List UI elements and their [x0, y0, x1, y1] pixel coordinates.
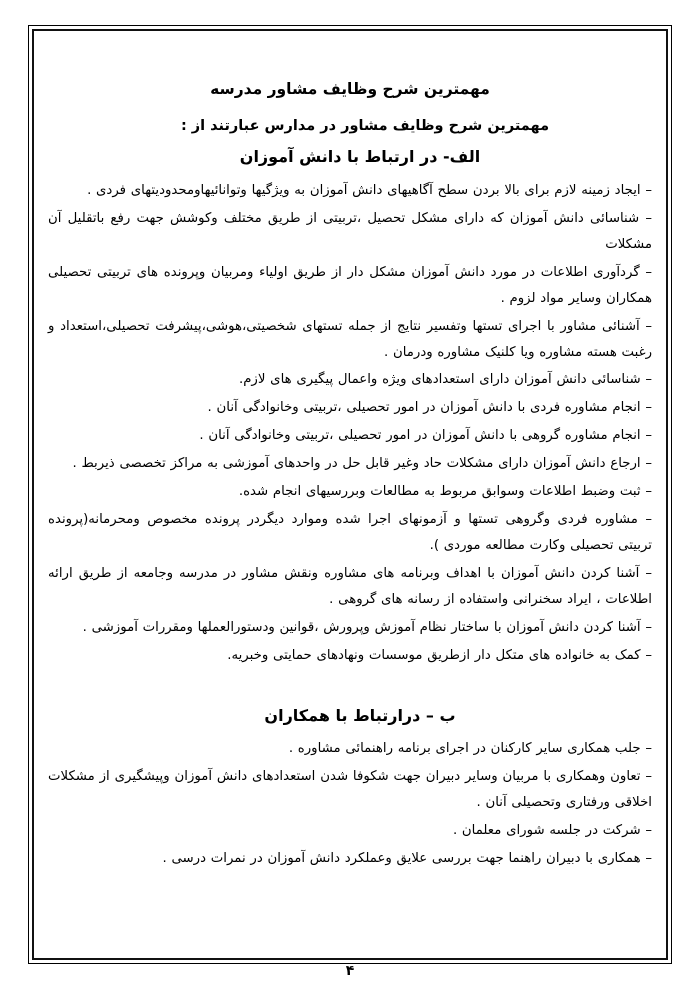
list-item: – کمک به خانواده های متکل دار ازطریق موسسات ونهادهای حمایتی وخبریه. — [227, 647, 652, 663]
section-heading-a: الف- در ارتباط با دانش آموزان — [239, 147, 481, 167]
list-item: – گردآوری اطلاعات در مورد دانش آموزان مشکل دار از طریق اولیاء ومربیان وپرونده های تربیتی تحصیلی همکاران وسایر مواد لزوم . — [48, 264, 652, 306]
list-item: – انجام مشاوره گروهی با دانش آموزان در امور تحصیلی ،تربیتی وخانوادگی آنان . — [199, 428, 652, 444]
section-heading-b: ب – درارتباط با همکاران — [264, 705, 456, 725]
list-item: – شرکت در جلسه شورای معلمان . — [452, 822, 652, 838]
list-item: – شناسائی دانش آموزان که دارای مشکل تحصیل ،تربیتی از طریق مختلف وکوشش جهت رفع باتقلیل آن مشکلات — [48, 210, 652, 252]
list-item: – شناسائی دانش آموزان دارای استعدادهای ویژه واعمال پیگیری های لازم. — [238, 372, 652, 388]
list-item: – آشنا کردن دانش آموزان با ساختار نظام آموزش وپرورش ،قوانین ودستورالعملها ومقررات آموزشی . — [82, 619, 652, 635]
list-item: – تعاون وهمکاری با مربیان وسایر دبیران جهت شکوفا شدن استعدادهای دانش آموزان وپیشگیری از مشکلات اخلاقی ورفتاری وتحصیلی آنان . — [48, 769, 652, 811]
page-title: مهمترین شرح وظایف مشاور مدرسه — [210, 80, 490, 98]
list-item: – انجام مشاوره فردی با دانش آموزان در امور تحصیلی ،تربیتی وخانوادگی آنان . — [207, 400, 652, 416]
document-subtitle: مهمترین شرح وظایف مشاور در مدارس عبارتند از : — [180, 118, 550, 135]
document-content — [48, 62, 652, 943]
list-item: – ثبت وضبط اطلاعات وسوابق مربوط به مطالعات وبررسیهای انجام شده. — [238, 484, 652, 500]
list-item: – ارجاع دانش آموزان دارای مشکلات حاد وغیر قابل حل در واحدهای آموزشی به مراکز تخصصی ذیربط . — [72, 456, 652, 472]
list-item: – آشنا کردن دانش آموزان با اهداف وبرنامه های مشاوره ونقش مشاور در مدرسه وجامعه از طریق ارائه اطلاعات ، ایراد سخنرانی واستفاده از رسانه های گروهی . — [48, 565, 652, 607]
page-number: ۴ — [345, 963, 355, 979]
list-item: – جلب همکاری سایر کارکنان در اجرای برنامه راهنمائی مشاوره . — [288, 741, 652, 757]
list-item: – همکاری با دبیران راهنما جهت بررسی علایق وعملکرد دانش آموزان در نمرات درسی . — [162, 850, 652, 866]
list-item: – مشاوره فردی وگروهی تستها و آزمونهای اجرا شده وموارد دیگردر پرونده مخصوص ومحرمانه(پرونده تربیتی تحصیلی وکارت مطالعه موردی ). — [48, 512, 652, 554]
list-item: – آشنائی مشاور با اجرای تستها وتفسیر نتایج از جمله تستهای شخصیتی،هوشی،پیشرفت تحصیلی،استعداد و رغبت هسته مشاوره ویا کلنیک مشاوره ودرمان . — [48, 318, 652, 360]
list-item: – ایجاد زمینه لازم برای بالا بردن سطح آگاهیهای دانش آموزان به ویژگیها وتوانائیهاومحدودیتهای فردی . — [87, 183, 652, 199]
